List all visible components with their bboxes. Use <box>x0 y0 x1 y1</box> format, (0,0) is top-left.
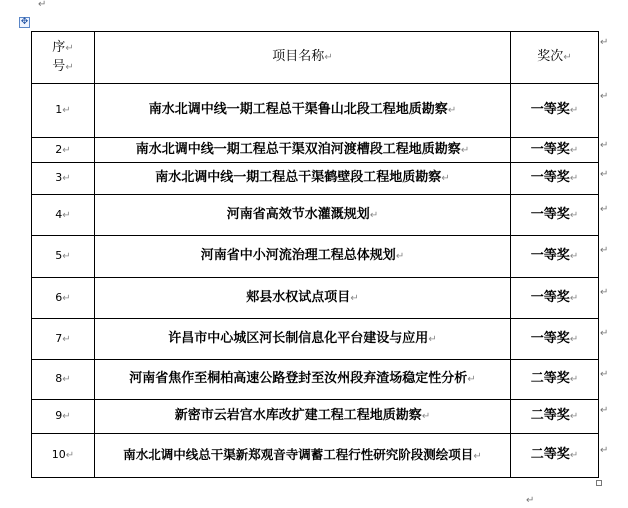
row-index-cell[interactable] <box>32 319 95 360</box>
table-row <box>32 319 599 360</box>
cell-mark: ↵ <box>569 333 579 345</box>
row-name: 南水北调中线一期工程总干渠鹤壁段工程地质勘察 <box>155 170 442 185</box>
row-award-cell[interactable] <box>511 138 599 163</box>
row-end-mark: ↵ <box>600 37 609 48</box>
table-row <box>32 278 599 319</box>
header-index-cell[interactable] <box>32 32 95 84</box>
row-award-cell[interactable] <box>511 236 599 278</box>
paragraph-mark-top: ↵ <box>38 0 47 10</box>
header-award: 奖次 <box>537 49 564 64</box>
row-name: 南水北调中线总干渠新郑观音寺调蓄工程行性研究阶段测绘项目 <box>123 446 474 462</box>
row-award: 一等奖 <box>530 289 570 305</box>
cell-mark: ↵ <box>395 251 405 262</box>
cell-mark: ↵ <box>62 251 71 262</box>
row-award: 一等奖 <box>530 141 570 157</box>
cell-mark: ↵ <box>441 173 450 184</box>
header-name: 项目名称 <box>272 49 325 64</box>
cell-mark: ↵ <box>62 411 71 422</box>
row-award: 二等奖 <box>530 408 570 423</box>
cell-mark: ↵ <box>62 144 71 156</box>
row-award: 一等奖 <box>530 170 570 185</box>
row-award-cell[interactable] <box>511 278 599 319</box>
row-award: 一等奖 <box>530 330 570 346</box>
row-end-mark: ↵ <box>600 91 609 102</box>
cell-mark: ↵ <box>569 173 579 184</box>
table-resize-handle[interactable] <box>596 480 602 486</box>
cell-mark: ↵ <box>62 173 71 184</box>
row-index: 8 <box>55 372 63 385</box>
row-index: 9 <box>55 409 63 422</box>
row-end-mark: ↵ <box>600 140 609 151</box>
row-award-cell[interactable] <box>511 400 599 434</box>
row-index: 5 <box>55 249 63 262</box>
cell-mark: ↵ <box>62 292 71 304</box>
cell-mark: ↵ <box>62 333 71 345</box>
row-index-cell[interactable] <box>32 434 95 478</box>
award-table <box>31 31 599 478</box>
row-end-mark: ↵ <box>600 328 609 339</box>
row-index: 4 <box>55 207 63 221</box>
row-name-cell[interactable] <box>95 163 511 195</box>
row-award-cell[interactable] <box>511 319 599 360</box>
row-end-mark: ↵ <box>600 369 609 380</box>
cell-mark: ↵ <box>324 52 333 63</box>
cell-mark: ↵ <box>65 42 74 54</box>
row-name: 许昌市中心城区河长制信息化平台建设与应用 <box>168 330 429 346</box>
cell-mark: ↵ <box>62 209 71 221</box>
cell-mark: ↵ <box>569 105 579 116</box>
row-index-cell[interactable] <box>32 84 95 138</box>
row-award: 一等奖 <box>530 102 570 117</box>
row-index-cell[interactable] <box>32 236 95 278</box>
cell-mark: ↵ <box>569 209 579 221</box>
row-index: 1 <box>55 103 63 116</box>
row-index-cell[interactable] <box>32 138 95 163</box>
cell-mark: ↵ <box>421 411 431 422</box>
row-end-mark: ↵ <box>600 245 609 256</box>
table-row <box>32 84 599 138</box>
header-name-cell[interactable] <box>95 32 511 84</box>
row-award-cell[interactable] <box>511 163 599 195</box>
row-name-cell[interactable] <box>95 319 511 360</box>
cell-mark: ↵ <box>62 105 71 116</box>
row-award-cell[interactable] <box>511 360 599 400</box>
cell-mark: ↵ <box>563 52 572 63</box>
row-index: 2 <box>55 142 63 156</box>
row-name: 河南省高效节水灌溉规划 <box>226 206 370 222</box>
cell-mark: ↵ <box>62 374 71 385</box>
row-name: 郏县水权试点项目 <box>246 289 351 305</box>
row-award-cell[interactable] <box>511 84 599 138</box>
table-row <box>32 434 599 478</box>
row-award: 一等奖 <box>530 248 570 263</box>
row-name-cell[interactable] <box>95 278 511 319</box>
cell-mark: ↵ <box>569 251 579 262</box>
row-name-cell[interactable] <box>95 434 511 478</box>
row-name: 新密市云岩宫水库改扩建工程工程地质勘察 <box>174 408 422 423</box>
header-index-line1: 序 <box>52 39 66 55</box>
row-index: 3 <box>55 171 63 184</box>
table-row <box>32 163 599 195</box>
row-index-cell[interactable] <box>32 278 95 319</box>
paragraph-mark-bottom: ↵ <box>526 495 535 506</box>
table-move-handle-icon[interactable]: ✥ <box>20 17 29 27</box>
row-index: 10 <box>51 448 66 461</box>
row-name-cell[interactable] <box>95 360 511 400</box>
row-end-mark: ↵ <box>600 287 609 298</box>
row-name: 南水北调中线一期工程总干渠鲁山北段工程地质勘察 <box>148 102 448 117</box>
row-end-mark: ↵ <box>600 204 609 215</box>
table-row <box>32 400 599 434</box>
table-row <box>32 195 599 236</box>
cell-mark: ↵ <box>569 374 579 385</box>
row-name-cell[interactable] <box>95 400 511 434</box>
row-award: 一等奖 <box>530 206 570 222</box>
row-award-cell[interactable] <box>511 434 599 478</box>
row-end-mark: ↵ <box>600 445 609 456</box>
row-index: 7 <box>55 331 63 345</box>
row-name: 河南省中小河流治理工程总体规划 <box>200 248 396 263</box>
table-header-row <box>32 32 599 84</box>
cell-mark: ↵ <box>569 450 579 461</box>
row-award: 二等奖 <box>530 371 570 386</box>
row-index-cell[interactable] <box>32 360 95 400</box>
cell-mark: ↵ <box>428 333 437 345</box>
cell-mark: ↵ <box>350 292 359 304</box>
row-name: 河南省焦作至桐柏高速公路登封至汝州段弃渣场稳定性分析 <box>129 371 468 386</box>
cell-mark: ↵ <box>569 411 579 422</box>
cell-mark: ↵ <box>65 450 75 461</box>
row-name-cell[interactable] <box>95 236 511 278</box>
row-name: 南水北调中线一期工程总干渠双洎河渡槽段工程地质勘察 <box>135 141 461 157</box>
row-index: 6 <box>55 290 63 304</box>
cell-mark: ↵ <box>467 374 476 385</box>
row-end-mark: ↵ <box>600 169 609 180</box>
row-name-cell[interactable] <box>95 195 511 236</box>
table-row <box>32 236 599 278</box>
cell-mark: ↵ <box>569 144 579 156</box>
cell-mark: ↵ <box>473 450 482 462</box>
row-index-cell[interactable] <box>32 195 95 236</box>
row-award-cell[interactable] <box>511 195 599 236</box>
row-end-mark: ↵ <box>600 405 609 416</box>
cell-mark: ↵ <box>460 144 470 156</box>
cell-mark: ↵ <box>65 61 74 73</box>
row-award: 二等奖 <box>530 447 570 462</box>
header-award-cell[interactable] <box>511 32 599 84</box>
table-row <box>32 138 599 163</box>
row-index-cell[interactable] <box>32 400 95 434</box>
row-index-cell[interactable] <box>32 163 95 195</box>
row-name-cell[interactable] <box>95 84 511 138</box>
row-name-cell[interactable] <box>95 138 511 163</box>
cell-mark: ↵ <box>569 292 579 304</box>
header-index-line2: 号 <box>52 58 66 74</box>
cell-mark: ↵ <box>447 105 457 116</box>
table-row <box>32 360 599 400</box>
cell-mark: ↵ <box>369 209 379 221</box>
